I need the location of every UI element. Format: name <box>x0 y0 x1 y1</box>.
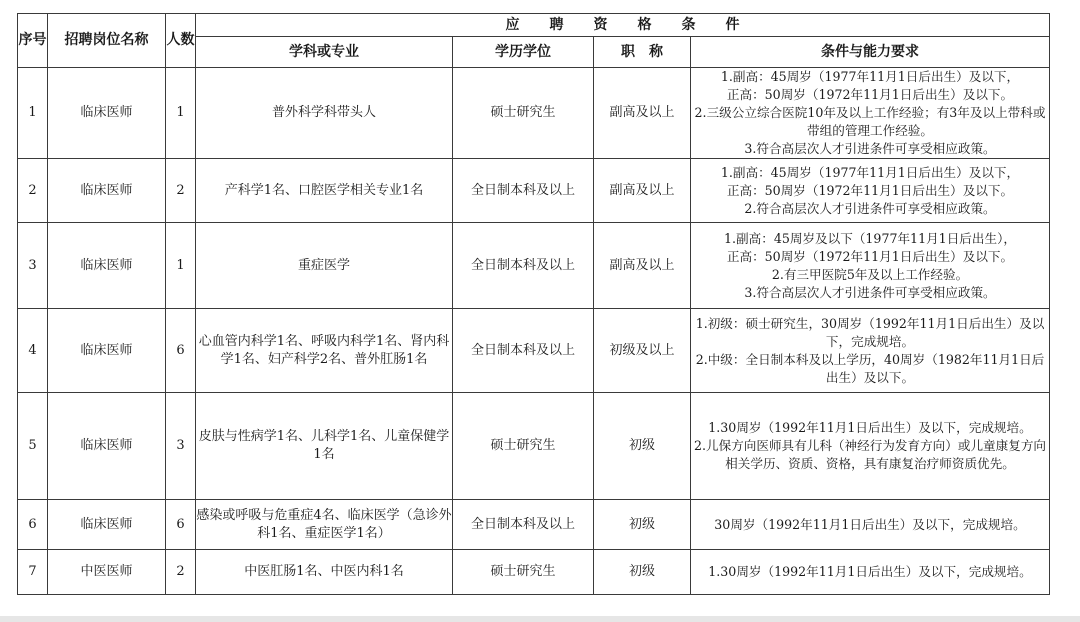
row-no: 6 <box>18 500 48 550</box>
row-no: 5 <box>18 393 48 500</box>
table-body <box>18 68 1050 595</box>
row-no: 4 <box>18 309 48 393</box>
recruitment-table <box>17 13 1050 595</box>
row-position: 临床医师 <box>48 500 166 550</box>
row-count: 1 <box>166 223 196 309</box>
header-position: 招聘岗位名称 <box>48 14 166 68</box>
table-row <box>18 550 1050 595</box>
row-count: 2 <box>166 550 196 595</box>
row-education: 全日制本科及以上 <box>453 309 594 393</box>
header-education: 学历学位 <box>453 37 594 68</box>
row-position: 临床医师 <box>48 393 166 500</box>
header-subject: 学科或专业 <box>196 37 453 68</box>
row-count: 3 <box>166 393 196 500</box>
row-position: 中医医师 <box>48 550 166 595</box>
row-requirements <box>691 500 1050 550</box>
requirement-line: 2.符合高层次人才引进条件可享受相应政策。 <box>744 200 996 216</box>
requirement-line: 1.副高：45周岁及以下（1977年11月1日后出生）， <box>724 230 1016 246</box>
table-row <box>18 309 1050 393</box>
row-count: 2 <box>166 159 196 223</box>
header-qualification-banner: 应聘资格条件 <box>196 14 1050 37</box>
row-title: 副高及以上 <box>594 68 691 159</box>
table-row <box>18 68 1050 159</box>
row-subject: 中医肛肠1名、中医内科1名 <box>196 550 453 595</box>
row-requirements <box>691 223 1050 309</box>
row-requirements <box>691 68 1050 159</box>
header-title: 职 称 <box>594 37 691 68</box>
row-subject: 产科学1名、口腔医学相关专业1名 <box>196 159 453 223</box>
row-subject: 心血管内科学1名、呼吸内科学1名、肾内科学1名、妇产科学2名、普外肛肠1名 <box>196 309 453 393</box>
row-education: 全日制本科及以上 <box>453 159 594 223</box>
row-position: 临床医师 <box>48 223 166 309</box>
requirement-line: 3.符合高层次人才引进条件可享受相应政策。 <box>744 284 996 300</box>
row-title: 初级及以上 <box>594 309 691 393</box>
requirement-line: 正高：50周岁（1972年11月1日后出生）及以下。 <box>726 87 1014 102</box>
row-no: 7 <box>18 550 48 595</box>
requirement-line: 1.副高：45周岁（1977年11月1日后出生）及以下， <box>720 69 1020 84</box>
row-no: 1 <box>18 68 48 159</box>
row-no: 2 <box>18 159 48 223</box>
header-no: 序号 <box>18 14 48 68</box>
requirement-line: 2.中级：全日制本科及以上学历，40周岁（1982年11月1日后出生）及以下。 <box>695 351 1045 385</box>
row-title: 初级 <box>594 393 691 500</box>
row-position: 临床医师 <box>48 68 166 159</box>
header-requirements: 条件与能力要求 <box>691 37 1050 68</box>
requirement-line: 1.初级：硕士研究生，30周岁（1992年11月1日后出生）及以下，完成规培。 <box>695 315 1045 349</box>
row-education: 全日制本科及以上 <box>453 500 594 550</box>
requirement-line: 1.副高：45周岁（1977年11月1日后出生）及以下， <box>720 164 1020 180</box>
row-title: 副高及以上 <box>594 159 691 223</box>
requirement-line: 1.30周岁（1992年11月1日后出生）及以下，完成规培。 <box>708 420 1032 435</box>
row-education: 硕士研究生 <box>453 550 594 595</box>
row-count: 1 <box>166 68 196 159</box>
requirement-line: 1.30周岁（1992年11月1日后出生）及以下，完成规培。 <box>708 564 1032 579</box>
row-subject: 感染或呼吸与危重症4名、临床医学（急诊外科1名、重症医学1名） <box>196 500 453 550</box>
row-requirements <box>691 393 1050 500</box>
requirement-line: 正高：50周岁（1972年11月1日后出生）及以下。 <box>726 182 1014 198</box>
row-subject: 皮肤与性病学1名、儿科学1名、儿童保健学1名 <box>196 393 453 500</box>
requirement-line: 正高：50周岁（1972年11月1日后出生）及以下。 <box>726 248 1014 264</box>
header-row-top <box>18 14 1050 37</box>
row-title: 副高及以上 <box>594 223 691 309</box>
table-row <box>18 393 1050 500</box>
requirement-line: 2.儿保方向医师具有儿科（神经行为发育方向）或儿童康复方向相关学历、资质、资格，具有康复治疗师资质优先。 <box>693 438 1047 471</box>
row-count: 6 <box>166 309 196 393</box>
row-education: 全日制本科及以上 <box>453 223 594 309</box>
header-count: 人数 <box>166 14 196 68</box>
table-row <box>18 159 1050 223</box>
requirement-line: 2.三级公立综合医院10年及以上工作经验；有3年及以上带科或带组的管理工作经验。 <box>694 105 1046 138</box>
row-position: 临床医师 <box>48 159 166 223</box>
row-subject: 普外科学科带头人 <box>196 68 453 159</box>
row-title: 初级 <box>594 500 691 550</box>
requirement-line: 2.有三甲医院5年及以上工作经验。 <box>771 266 969 282</box>
row-title: 初级 <box>594 550 691 595</box>
requirement-line: 3.符合高层次人才引进条件可享受相应政策。 <box>744 141 996 156</box>
bottom-edge <box>0 616 1080 622</box>
requirement-line: 30周岁（1992年11月1日后出生）及以下，完成规培。 <box>714 516 1026 532</box>
row-education: 硕士研究生 <box>453 68 594 159</box>
table-row <box>18 500 1050 550</box>
row-requirements <box>691 550 1050 595</box>
row-education: 硕士研究生 <box>453 393 594 500</box>
row-position: 临床医师 <box>48 309 166 393</box>
table-row <box>18 223 1050 309</box>
row-subject: 重症医学 <box>196 223 453 309</box>
row-no: 3 <box>18 223 48 309</box>
row-count: 6 <box>166 500 196 550</box>
row-requirements <box>691 309 1050 393</box>
row-requirements <box>691 159 1050 223</box>
